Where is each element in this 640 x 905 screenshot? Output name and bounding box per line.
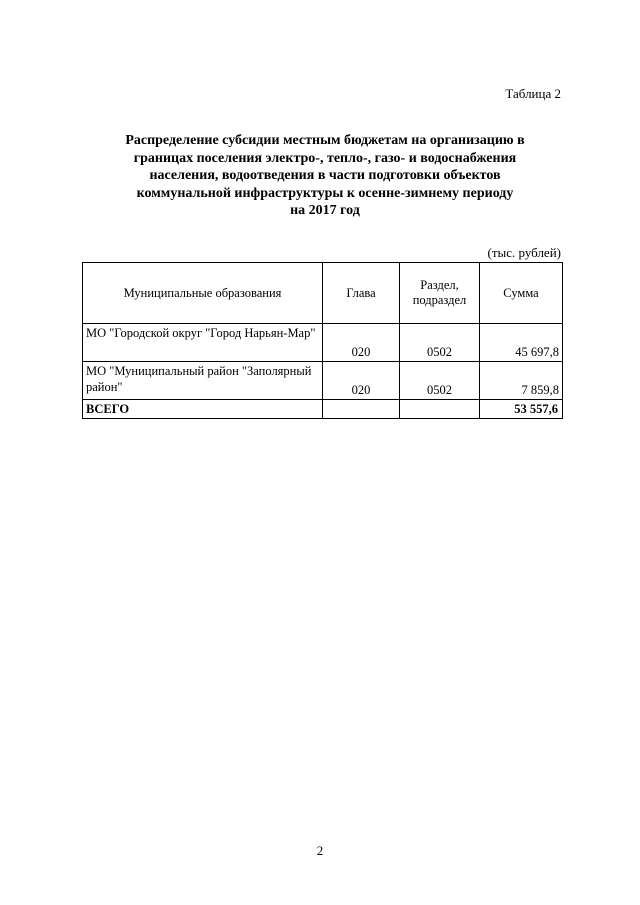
col-header-municipality: Муниципальные образования [83, 263, 323, 324]
cell-sum: 45 697,8 [480, 324, 563, 362]
cell-municipality: МО "Городской округ "Город Нарьян-Мар" [83, 324, 323, 362]
total-empty-cell [323, 400, 400, 419]
table-row [83, 362, 563, 400]
total-empty-cell [400, 400, 480, 419]
title-line: коммунальной инфраструктуры к осенне-зимнему периоду [136, 185, 514, 201]
table-header-row [83, 263, 563, 324]
col-header-sum: Сумма [480, 263, 563, 324]
cell-municipality: МО "Муниципальный район "Заполярный район" [83, 362, 323, 400]
cell-sum: 7 859,8 [480, 362, 563, 400]
total-sum: 53 557,6 [480, 400, 563, 419]
cell-section: 0502 [400, 362, 480, 400]
page-number: 2 [316, 843, 324, 858]
table-label: Таблица 2 [505, 86, 561, 101]
units-note: (тыс. рублей) [487, 245, 561, 260]
total-label: ВСЕГО [83, 400, 323, 419]
cell-chapter: 020 [323, 362, 400, 400]
title-line: населения, водоотведения в части подготовки объектов [149, 168, 501, 183]
document-title [90, 132, 560, 220]
title-line: границах поселения электро-, тепло-, газо- и водоснабжения [133, 150, 517, 166]
col-header-section: Раздел, подраздел [400, 263, 480, 324]
title-line: Распределение субсидии местным бюджетам на организацию в [125, 133, 525, 148]
table-row [83, 324, 563, 362]
cell-section: 0502 [400, 324, 480, 362]
title-line: на 2017 год [290, 203, 360, 218]
total-row [83, 400, 563, 419]
col-header-chapter: Глава [323, 263, 400, 324]
subsidy-table [82, 262, 563, 419]
cell-chapter: 020 [323, 324, 400, 362]
